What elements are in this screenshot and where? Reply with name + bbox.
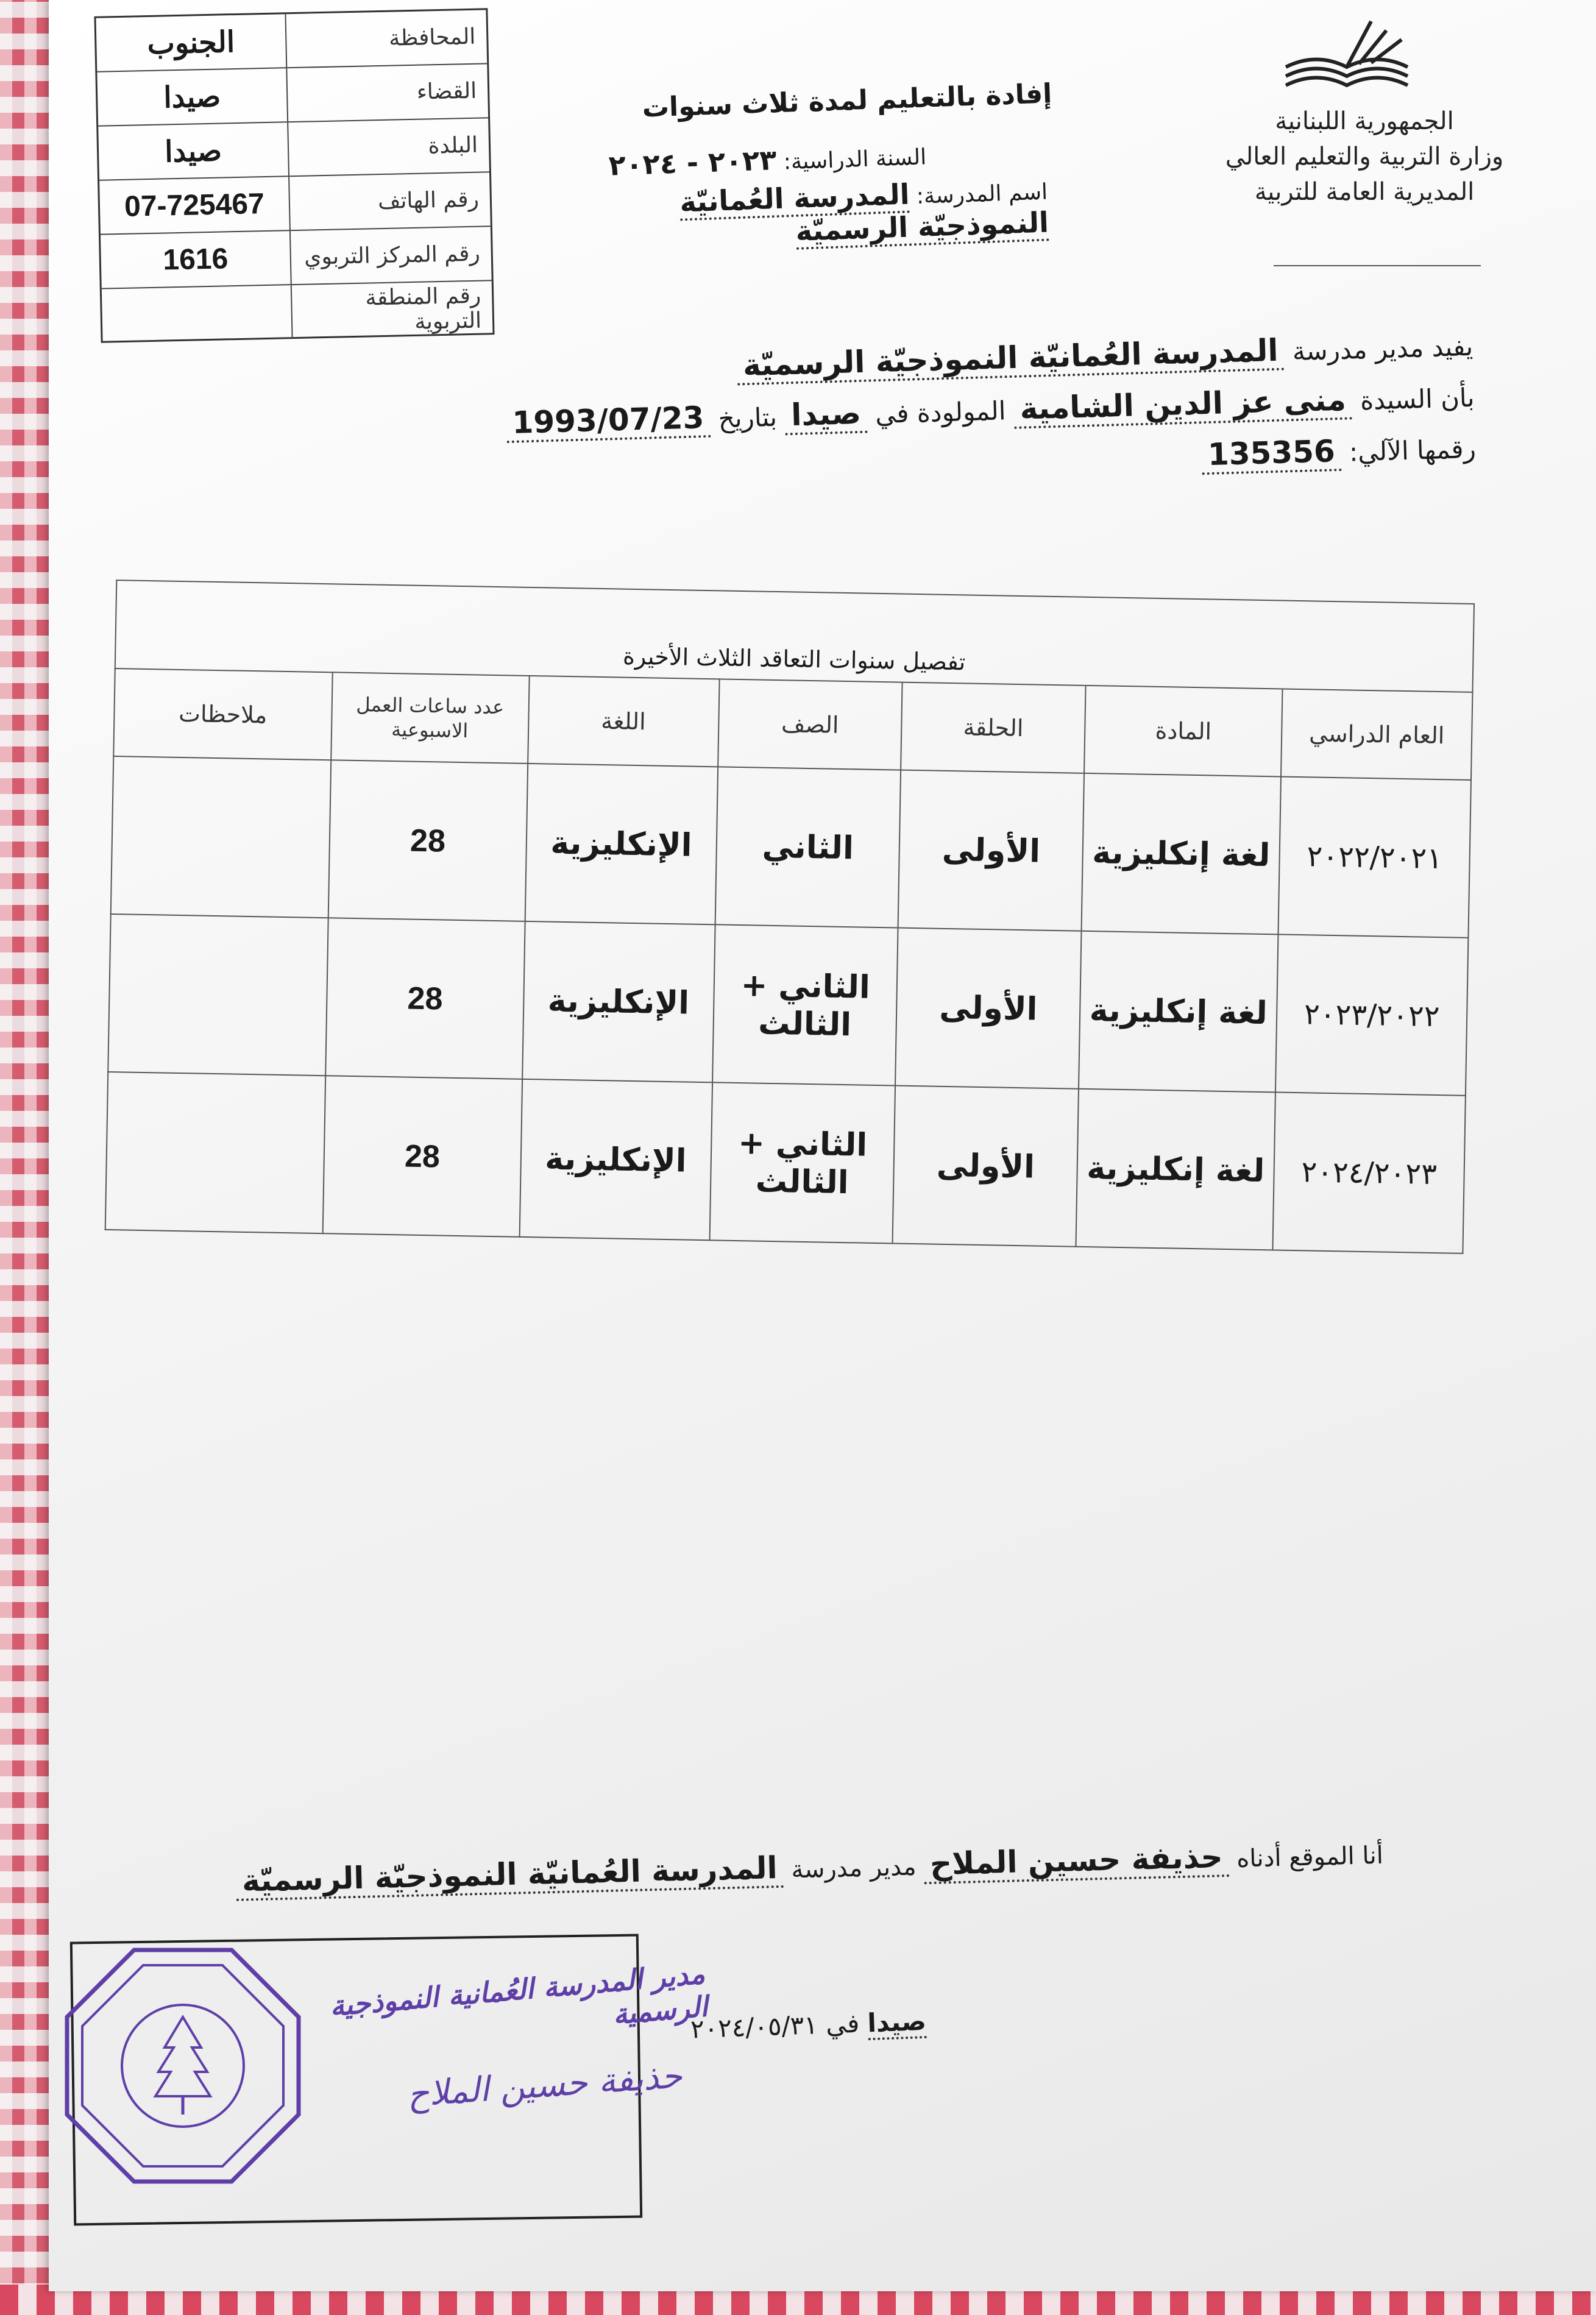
place: صيدا bbox=[867, 2006, 927, 2040]
certificate-body bbox=[461, 327, 1477, 509]
info-row bbox=[97, 64, 488, 126]
signer-prefix: أنا الموقع أدناه bbox=[1236, 1841, 1384, 1873]
book-logo-icon bbox=[1280, 9, 1414, 101]
info-row bbox=[102, 281, 493, 342]
info-label: رقم الهاتف bbox=[288, 172, 491, 230]
table-cell: الإنكليزية bbox=[525, 764, 717, 924]
info-label: رقم المنطقة التربوية bbox=[291, 281, 493, 338]
issue-date: ٢٠٢٤/٠٥/٣١ bbox=[690, 2010, 818, 2044]
table-cell: ٢٠٢٢/٢٠٢١ bbox=[1279, 776, 1471, 937]
table-cell: 28 bbox=[328, 760, 528, 921]
info-label: المحافظة bbox=[285, 10, 487, 67]
info-value: صيدا bbox=[164, 134, 222, 168]
date-label: بتاريخ bbox=[718, 402, 778, 434]
table-cell: 28 bbox=[325, 918, 525, 1079]
info-box bbox=[94, 8, 494, 342]
table-cell: لغة إنكليزية bbox=[1076, 1089, 1276, 1250]
table-cell: الثاني bbox=[715, 767, 901, 927]
body-school: المدرسة العُمانيّة النموذجيّة الرسميّة bbox=[736, 333, 1285, 386]
table-title: تفصيل سنوات التعاقد الثلاث الأخيرة bbox=[115, 580, 1474, 692]
official-stamp-icon bbox=[61, 1944, 305, 2188]
ministry-header bbox=[1194, 104, 1535, 210]
title-block bbox=[548, 78, 1146, 247]
year-value: ٢٠٢٣ - ٢٠٢٤ bbox=[608, 143, 778, 182]
id-label: رقمها الآلي: bbox=[1349, 433, 1477, 467]
handwritten-signature: حذيفة حسين الملاح bbox=[405, 2056, 684, 2115]
header-divider bbox=[1274, 265, 1481, 266]
table-cell: لغة إنكليزية bbox=[1082, 773, 1282, 935]
contract-table-wrap bbox=[105, 580, 1475, 1254]
info-value bbox=[102, 285, 292, 342]
table-column-header: اللغة bbox=[528, 676, 719, 767]
table-column-header: الصف bbox=[718, 679, 903, 770]
info-row bbox=[101, 227, 492, 289]
info-value: 1616 bbox=[162, 243, 229, 277]
table-row bbox=[105, 1072, 1466, 1253]
director-of: مدير مدرسة bbox=[790, 1852, 917, 1884]
table-cell: ٢٠٢٤/٢٠٢٣ bbox=[1273, 1092, 1466, 1253]
school-value: المدرسة العُمانيّة النموذجيّة الرسميّة bbox=[679, 177, 1049, 250]
contract-table bbox=[105, 580, 1475, 1254]
info-row bbox=[99, 172, 491, 235]
table-column-header: المادة bbox=[1084, 686, 1283, 777]
table-column-header: الحلقة bbox=[901, 682, 1085, 773]
info-label: القضاء bbox=[286, 64, 488, 121]
date-in-label: في bbox=[825, 2008, 860, 2040]
info-label: البلدة bbox=[287, 118, 489, 175]
info-label: رقم المركز التربوي bbox=[289, 227, 492, 284]
table-cell bbox=[108, 914, 328, 1076]
table-cell: لغة إنكليزية bbox=[1079, 931, 1279, 1093]
body-prefix: يفيد مدير مدرسة bbox=[1292, 331, 1474, 367]
signer-name: حذيفة حسين الملاح bbox=[923, 1839, 1229, 1884]
table-cell: 28 bbox=[322, 1076, 522, 1237]
born-in-label: المولودة في bbox=[874, 395, 1007, 430]
info-value: 07-725467 bbox=[124, 188, 265, 223]
school-name-line bbox=[547, 169, 1146, 256]
table-column-header: عدد ساعات العمل الاسبوعية bbox=[331, 672, 530, 764]
handwritten-title: مدير المدرسة العُمانية النموذجية الرسمية bbox=[328, 1957, 709, 2031]
table-cell: الثاني + الثالث bbox=[712, 924, 898, 1085]
table-cell: الأولى bbox=[898, 770, 1084, 931]
table-cell bbox=[111, 756, 331, 918]
info-value: صيدا bbox=[163, 80, 221, 114]
table-cell: الثاني + الثالث bbox=[709, 1082, 895, 1243]
table-column-header: العام الدراسي bbox=[1281, 689, 1472, 780]
info-value: الجنوب bbox=[147, 26, 235, 60]
body-prefix-2: بأن السيدة bbox=[1360, 382, 1475, 416]
table-column-header: ملاحظات bbox=[113, 668, 332, 760]
id-value: 135356 bbox=[1201, 433, 1341, 475]
document-title: إفادة بالتعليم لمدة ثلاث سنوات bbox=[641, 78, 1053, 124]
table-cell: الإنكليزية bbox=[519, 1079, 712, 1240]
republic-label: الجمهورية اللبنانية bbox=[1275, 107, 1454, 135]
table-cell: ٢٠٢٣/٢٠٢٢ bbox=[1275, 934, 1468, 1095]
birthplace: صيدا bbox=[784, 395, 867, 436]
info-row bbox=[98, 118, 489, 180]
table-cell bbox=[105, 1072, 325, 1233]
directorate-label: المديرية العامة للتربية bbox=[1254, 178, 1475, 206]
tablecloth-pattern bbox=[0, 0, 49, 2315]
birthdate: 1993/07/23 bbox=[506, 400, 711, 443]
table-cell: الأولى bbox=[895, 928, 1081, 1089]
table-cell: الأولى bbox=[893, 1086, 1079, 1247]
year-label: السنة الدراسية: bbox=[783, 144, 927, 175]
ministry-label: وزارة التربية والتعليم العالي bbox=[1225, 143, 1504, 171]
table-row bbox=[108, 914, 1468, 1096]
table-cell: الإنكليزية bbox=[522, 921, 715, 1082]
body-line-2 bbox=[463, 378, 1475, 442]
info-row bbox=[96, 10, 488, 72]
school-label: اسم المدرسة: bbox=[916, 179, 1048, 209]
table-row bbox=[111, 756, 1471, 938]
teacher-name: منى عز الدين الشامية bbox=[1013, 381, 1353, 428]
signer-school: المدرسة العُمانيّة النموذجيّة الرسميّة bbox=[235, 1850, 784, 1901]
